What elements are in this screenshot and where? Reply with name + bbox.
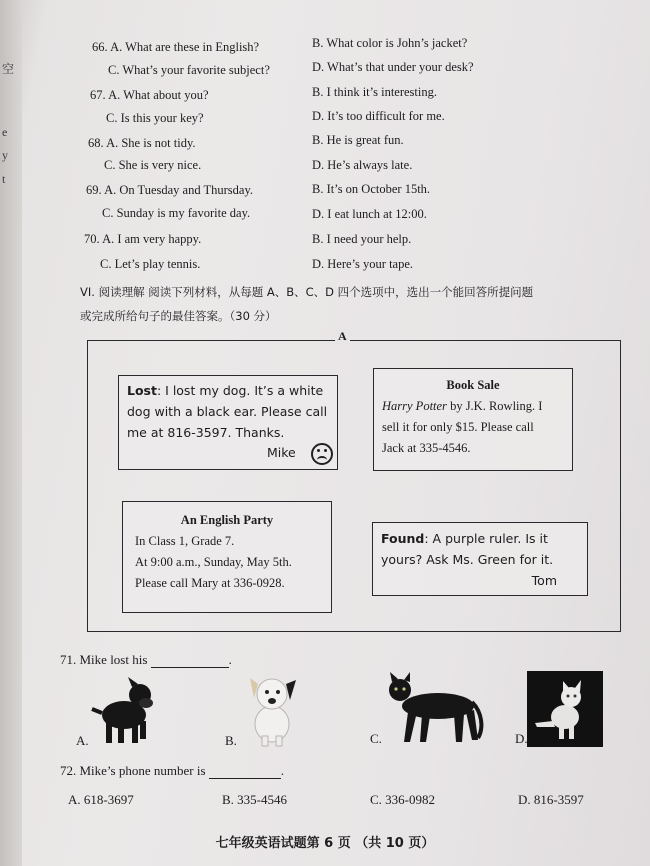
lost-text-3: me at 816-3597. Thanks. [127, 425, 285, 440]
q67-d: D. It’s too difficult for me. [312, 109, 445, 123]
found-notice [372, 522, 588, 596]
edge-char: e [2, 125, 8, 139]
q72-blank [209, 766, 281, 779]
book-line-3: Jack at 335-4546. [382, 441, 471, 455]
q68-num-a: 68. A. She is not tidy. [88, 136, 196, 150]
lost-text-1: : I lost my dog. It’s a white [156, 383, 324, 398]
page-footer: 七年级英语试题第 6 页 （共 10 页） [215, 836, 435, 851]
q67-c: C. Is this your key? [106, 111, 204, 125]
q68-b: B. He is great fun. [312, 133, 404, 147]
previous-page-edge [0, 0, 22, 866]
q71-option-a[interactable]: A. [76, 733, 89, 748]
q66-c: C. What’s your favorite subject? [108, 63, 270, 77]
q68-d: D. He’s always late. [312, 158, 413, 172]
found-sign: Tom [531, 573, 557, 588]
found-text-2: yours? Ask Ms. Green for it. [381, 552, 554, 567]
lost-notice [118, 375, 338, 470]
lost-sign: Mike [267, 445, 296, 460]
q69-num-a: 69. A. On Tuesday and Thursday. [86, 183, 254, 197]
book-line-1: by J.K. Rowling. I [446, 399, 543, 413]
q71-option-b[interactable]: B. [225, 733, 237, 748]
book-line-2: sell it for only $15. Please call [382, 420, 534, 434]
instructions-line-1: VI. 阅读理解 阅读下列材料，从每题 A、B、C、D 四个选项中，选出一个能回答所提问题 [80, 285, 534, 299]
q69-b: B. It’s on October 15th. [312, 182, 431, 196]
q69-c: C. Sunday is my favorite day. [102, 206, 251, 220]
found-label: Found [381, 531, 425, 546]
instructions-line-2: 或完成所给句子的最佳答案。（30 分） [80, 309, 277, 323]
party-line-1: In Class 1, Grade 7. [135, 534, 235, 548]
passage-letter: A [335, 329, 350, 344]
q67-num-a: 67. A. What about you? [90, 88, 209, 102]
white-dog-icon [242, 672, 302, 748]
q66-b: B. What color is John’s jacket? [312, 36, 468, 50]
q66-num-a: 66. A. What are these in English? [92, 40, 260, 54]
edge-char: y [2, 148, 8, 162]
q68-c: C. She is very nice. [104, 158, 202, 172]
sad-face-icon [311, 443, 333, 465]
party-line-2: At 9:00 a.m., Sunday, May 5th. [135, 555, 292, 569]
book-sale-notice [373, 368, 573, 471]
english-party-notice [122, 501, 332, 613]
party-line-3: Please call Mary at 336-0928. [135, 576, 285, 590]
q72-option-d[interactable]: D. 816-3597 [518, 792, 584, 807]
q71-option-c[interactable]: C. [370, 731, 382, 746]
q69-d: D. I eat lunch at 12:00. [312, 207, 427, 221]
q66-d: D. What’s that under your desk? [312, 60, 474, 74]
edge-char: t [2, 172, 6, 186]
q70-b: B. I need your help. [312, 232, 412, 246]
lost-text-2: dog with a black ear. Please call [127, 404, 328, 419]
q70-num-a: 70. A. I am very happy. [84, 232, 202, 246]
q71-blank [151, 655, 229, 668]
q71-option-d[interactable]: D. [515, 731, 528, 746]
q71-stem: 71. Mike lost his . [60, 652, 232, 667]
party-title: An English Party [180, 513, 274, 527]
q72-option-b[interactable]: B. 335-4546 [222, 792, 287, 807]
book-title: Harry Potter [382, 399, 447, 413]
edge-char: 空 [2, 62, 15, 76]
q72-option-c[interactable]: C. 336-0982 [370, 792, 435, 807]
q72-stem: 72. Mike’s phone number is . [60, 763, 285, 778]
q72-option-a[interactable]: A. 618-3697 [68, 792, 134, 807]
black-cat-icon [382, 672, 490, 746]
q70-d: D. Here’s your tape. [312, 257, 414, 271]
white-kitten-icon [527, 671, 603, 747]
q67-b: B. I think it’s interesting. [312, 85, 437, 99]
q70-c: C. Let’s play tennis. [100, 257, 201, 271]
book-sale-title: Book Sale [446, 378, 500, 392]
found-text-1: : A purple ruler. Is it [424, 531, 548, 546]
black-dog-icon [88, 675, 160, 747]
lost-label: Lost [127, 383, 157, 398]
section-vi-instructions [80, 280, 620, 328]
